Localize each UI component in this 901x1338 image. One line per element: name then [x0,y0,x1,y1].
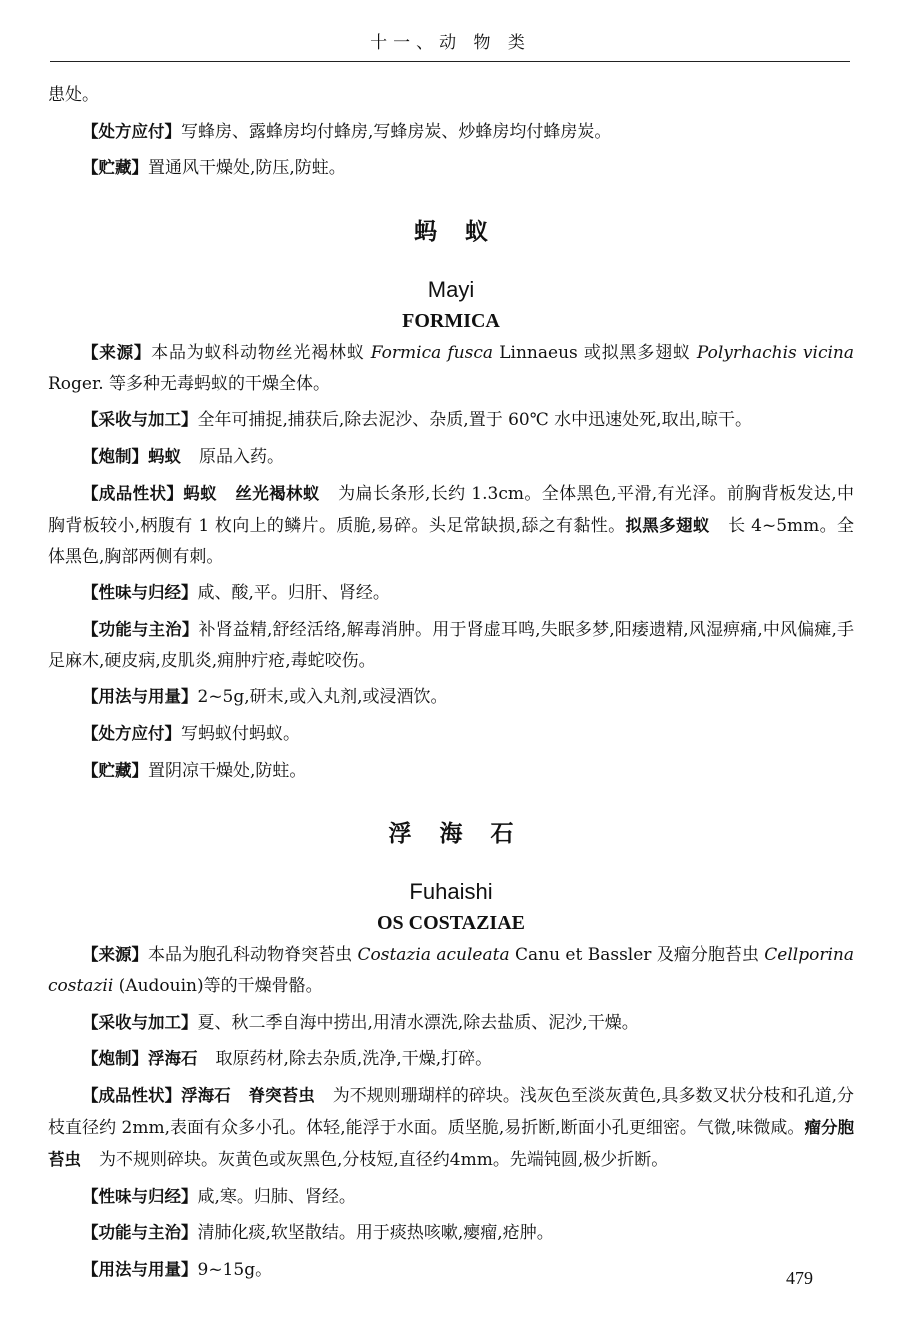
section-text: Linnaeus 或拟黑多翅蚁 [493,342,697,363]
section-text: 本品为蚁科动物丝光褐林蚁 [151,342,371,363]
section-text: 本品为胞孔科动物脊突苔虫 [148,945,358,966]
section-label: 【来源】 [82,945,149,965]
fuhaishi-source [48,939,854,1002]
section-label: 【性味与归经】 [82,583,198,603]
entry-title-mayi: 蚂蚁 [414,218,516,245]
section-text: 咸、酸,平。归肝、肾经。 [197,583,390,604]
running-header: 十一、动 物 类 [370,33,531,53]
section-text: 取原药材,除去杂质,洗净,干燥,打碎。 [215,1049,493,1070]
section-label: 【处方应付】 [82,121,181,141]
fuhaishi-function [48,1217,854,1249]
section-label: 【成品性状】 [82,1085,182,1105]
section-label: 【成品性状】 [82,483,184,503]
section-label: 【来源】 [82,342,152,362]
section-text: 补肾益精,舒经活络,解毒消肿。用于肾虚耳鸣,失眠多梦,阳痿遗精,风湿痹痛,中风偏瘫,手足麻木,硬皮病,皮肌炎,痈肿疔疮,毒蛇咬伤。 [48,619,854,671]
entry-title-fuhaishi: 浮海石 [388,821,542,848]
mayi-traits [48,478,854,573]
fuhaishi-harvest [48,1007,854,1039]
section-label: 【采收与加工】 [82,1012,198,1032]
entry-latin-name-mayi: FORMICA [402,309,500,332]
section-label: 【性味与归经】 [82,1186,198,1206]
section-label: 【功能与主治】 [82,1223,198,1243]
fuhaishi-nature [48,1181,854,1213]
section-text: 夏、秋二季自海中捞出,用清水漂洗,除去盐质、泥沙,干燥。 [197,1012,639,1033]
section-text: 为不规则碎块。灰黄色或灰黑色,分枝短,直径约4mm。先端钝圆,极少折断。 [99,1149,669,1170]
mayi-processing [48,441,854,473]
section-label: 【炮制】 [82,1049,148,1069]
section-text: 长 4~5mm。全体黑色,胸部两侧有刺。 [48,515,854,567]
term: 拟黑多翅蚁 [625,515,710,535]
page-body [48,80,854,1290]
fuhaishi-usage [48,1254,854,1286]
section-text: 咸,寒。归肺、肾经。 [197,1186,356,1207]
term: 浮海石 [148,1049,198,1069]
section-label: 【采收与加工】 [82,410,198,430]
entry-latin-name-fuhaishi: OS COSTAZIAE [376,912,525,935]
section-label: 【功能与主治】 [82,619,199,639]
continuation-storage [48,152,854,184]
fuhaishi-processing [48,1043,854,1075]
section-text: Canu et Bassler 及瘤分胞苔虫 [509,945,765,966]
mayi-source [48,337,854,400]
entry-pinyin-mayi: Mayi [427,276,475,302]
term: 脊突苔虫 [248,1085,315,1105]
entry-pinyin-fuhaishi: Fuhaishi [409,879,493,905]
section-text: 原品入药。 [199,446,284,467]
section-text: 置阴凉干燥处,防蛀。 [148,760,307,781]
term: 浮海石 [181,1085,231,1105]
section-text: 写蚂蚁付蚂蚁。 [181,723,300,744]
section-label: 【炮制】 [82,446,148,466]
term: 蚂蚁 [148,446,181,466]
section-label: 【用法与用量】 [82,1259,198,1279]
mayi-nature [48,577,854,609]
continuation-prescription [48,116,854,148]
section-label: 【处方应付】 [82,723,181,743]
section-text: (Audouin)等的干燥骨骼。 [113,976,323,997]
species-name: Cellporina costazii [48,945,855,997]
section-text: 置通风干燥处,防压,防蛀。 [148,158,346,179]
term: 瘤分胞苔虫 [48,1117,854,1169]
section-text: 写蜂房、露蜂房均付蜂房,写蜂房炭、炒蜂房均付蜂房炭。 [181,121,612,142]
mayi-prescription [48,718,854,750]
mayi-harvest [48,404,854,436]
continuation-tail: 患处。 [48,85,99,105]
page-number: 479 [786,1268,813,1288]
section-text: 9~15g。 [197,1259,273,1280]
section-text: 为扁长条形,长约 1.3cm。全体黑色,平滑,有光泽。前胸背板发达,中胸背板较小,柄腹有 1 枚向上的鳞片。质脆,易碎。头足常缺损,舔之有黏性。 [48,483,855,536]
species-name: Costazia aculeata [357,945,510,966]
mayi-usage [48,681,854,713]
mayi-function [48,614,854,677]
section-label: 【贮藏】 [82,158,148,178]
section-text: 全年可捕捉,捕获后,除去泥沙、杂质,置于 60℃ 水中迅速处死,取出,晾干。 [197,410,752,431]
section-label: 【贮藏】 [82,760,148,780]
section-text: 为不规则珊瑚样的碎块。浅灰色至淡灰黄色,具多数叉状分枝和孔道,分枝直径约 2mm,表面有众多小孔。体轻,能浮于水面。质坚脆,易折断,断面小孔更细密。气微,味微咸。 [48,1085,855,1138]
section-text: 2~5g,研末,或入丸剂,或浸酒饮。 [197,687,448,708]
section-label: 【用法与用量】 [82,687,198,707]
mayi-storage [48,755,854,787]
section-text: Roger. 等多种无毒蚂蚁的干燥全体。 [48,373,331,394]
term: 蚂蚁 [183,483,217,503]
section-text: 清肺化痰,软坚散结。用于痰热咳嗽,瘿瘤,疮肿。 [197,1223,554,1244]
header-rule [50,61,850,62]
species-name: Polyrhachis vicina [696,342,855,363]
fuhaishi-traits [48,1080,854,1176]
species-name: Formica fusca [370,342,494,363]
term: 丝光褐林蚁 [235,483,320,503]
